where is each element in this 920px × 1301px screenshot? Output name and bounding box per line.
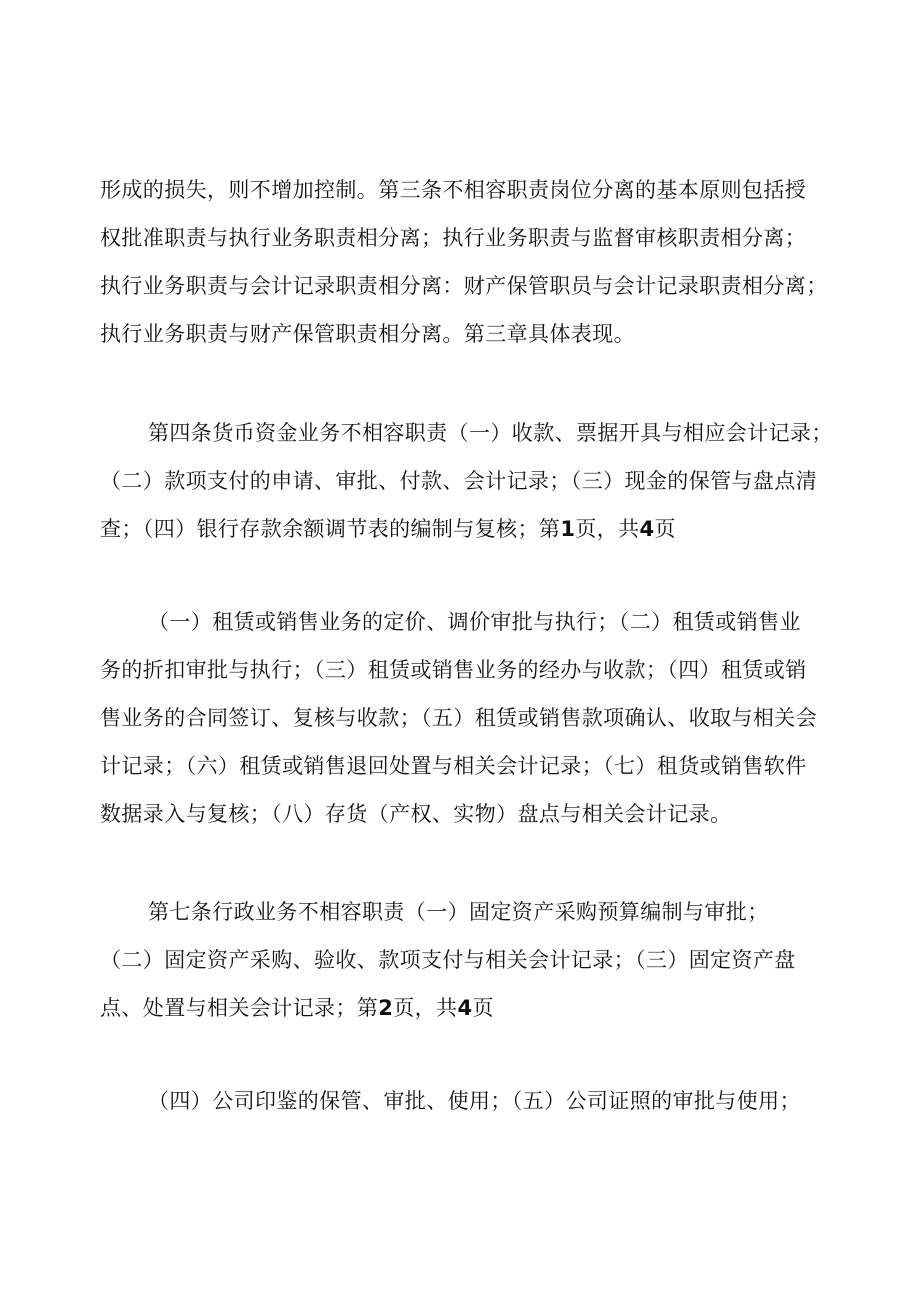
text-line: 数据录入与复核；（八）存货（产权、实物）盘点与相关会计记录。 xyxy=(100,802,732,826)
paragraph-5 xyxy=(100,1077,830,1125)
text-line: 第七条行政业务不相容职责（一）固定资产采购预算编制与审批； xyxy=(148,900,769,924)
text-line: 售业务的合同签订、复核与收款；（五）租赁或销售款项确认、收取与相关会 xyxy=(100,706,818,730)
paragraph-4 xyxy=(100,888,830,1032)
text-line xyxy=(100,984,830,1032)
text-line: 形成的损失，则不增加控制。第三条不相容职责岗位分离的基本原则包括授 xyxy=(100,178,807,202)
text-segment: 查；（四）银行存款余额调节表的编制与复核； xyxy=(100,517,539,541)
page-marker-suffix: 页 xyxy=(472,996,494,1020)
page-marker xyxy=(357,996,494,1020)
paragraph-2 xyxy=(100,409,833,553)
paragraph-3 xyxy=(100,598,830,838)
page-number: 2 xyxy=(378,996,394,1020)
text-line: （二）固定资产采购、验收、款项支付与相关会计记录；（三）固定资产盘 xyxy=(100,948,796,972)
text-line: 执行业务职责与财产保管职责相分离。第三章具体表现。 xyxy=(100,322,635,346)
page-marker-prefix: 第 xyxy=(538,517,561,541)
page-marker xyxy=(539,517,676,541)
text-line: 计记录；（六）租赁或销售退回处置与相关会计记录；（七）租货或销售软件 xyxy=(100,754,807,778)
page-total: 4 xyxy=(639,517,655,541)
text-line: （四）公司印鉴的保管、审批、使用；（五）公司证照的审批与使用； xyxy=(148,1089,801,1113)
page-marker-mid: 页，共 xyxy=(393,996,458,1020)
text-line: （一）租赁或销售业务的定价、调价审批与执行；（二）租赁或销售业 xyxy=(148,610,801,634)
page-marker-suffix: 页 xyxy=(654,517,676,541)
page-marker-prefix: 第 xyxy=(356,996,379,1020)
text-line xyxy=(100,505,830,553)
page-number: 1 xyxy=(560,517,576,541)
text-line: 执行业务职责与会计记录职责相分离：财产保管职员与会计记录职责相分离； xyxy=(100,274,828,298)
text-line: 第四条货币资金业务不相容职责（一）收款、票据开具与相应会计记录； xyxy=(148,421,833,445)
text-segment: 点、处置与相关会计记录； xyxy=(100,996,357,1020)
text-line: 权批准职责与执行业务职责相分离；执行业务职责与监督审核职责相分离； xyxy=(100,226,807,250)
text-line: 务的折扣审批与执行；（三）租赁或销售业务的经办与收款；（四）租赁或销 xyxy=(100,658,807,682)
text-line: （二）款项支付的申请、审批、付款、会计记录；（三）现金的保管与盘点清 xyxy=(100,469,818,493)
page-marker-mid: 页，共 xyxy=(575,517,640,541)
paragraph-1 xyxy=(100,166,830,358)
page-total: 4 xyxy=(457,996,473,1020)
